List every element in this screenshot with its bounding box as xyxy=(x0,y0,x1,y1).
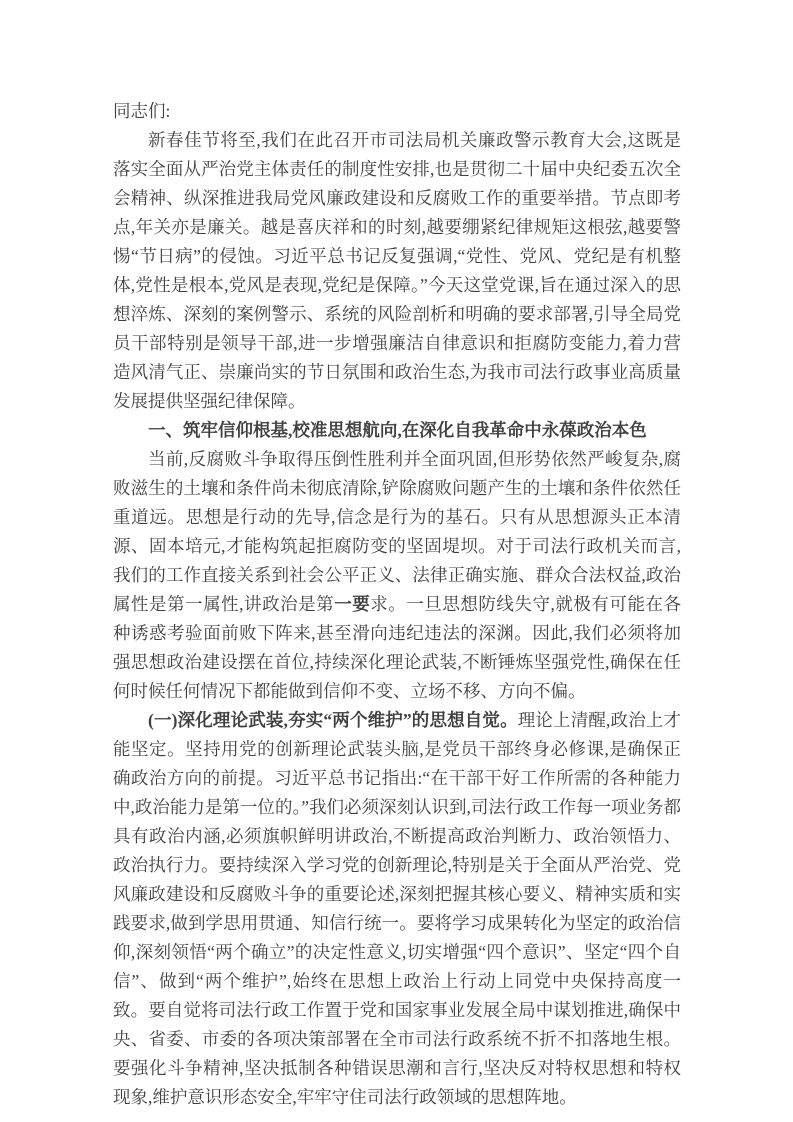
paragraph-section1-intro xyxy=(113,445,681,706)
paragraph-opening xyxy=(113,126,681,416)
text-run: 当前,反腐败斗争取得压倒性胜利并全面巩固,但形势依然严峻复杂,腐败滋生的土壤和条件尚未彻底清除,铲除腐败问题产生的土壤和条件依然任重道远。思想是行动的先导,信念是行为的基石。只有从思想源头正本清源、固本培元,才能构筑起拒腐防变的坚固堤坝。对于司法行政机关而言,我们的工作直接关系到社会公平正义、法律正确实施、群众合法权益,政治属性是第一属性,讲政治是第 xyxy=(113,449,681,614)
text-run: 求。一旦思想防线失守,就极有可能在各种诱惑考验面前败下阵来,甚至滑向违纪违法的深渊。因此,我们必须将加强思想政治建设摆在首位,持续深化理论武装,不断锤炼坚强党性,确保在任何时候任何情况下都能做到信仰不变、立场不移、方向不偏。 xyxy=(113,594,682,701)
paragraph-subsection-1 xyxy=(113,706,681,1112)
salutation: 同志们: xyxy=(113,101,171,121)
text-run-bold: 一要 xyxy=(334,594,371,614)
text-run: 理论上清醒,政治上才能坚定。坚持用党的创新理论武装头脑,是党员干部终身必修课,是确保正确政治方向的前提。习近平总书记指出:“在干部干好工作所需的各种能力中,政治能力是第一位的。”我们必须深刻认识到,司法行政工作每一项业务都具有政治内涵,必须旗帜鲜明讲政治,不断提高政治判断力、政治领悟力、政治执行力。要持续深入学习党的创新理论,特别是关于全面从严治党、党风廉政建设和反腐败斗争的重要论述,深刻把握其核心要义、精神实质和实践要求,做到学思用贯通、知信行统一。要将学习成果转化为坚定的政治信仰,深刻领悟“两个确立”的决定性意义,切实增强“四个意识”、坚定“四个自信”、做到“两个维护”,始终在思想上政治上行动上同党中央保持高度一致。要自觉将司法行政工作置于党和国家事业发展全局中谋划推进,确保中央、省委、市委的各项决策部署在全市司法行政系统不折不扣落地生根。要强化斗争精神,坚决抵制各种错误思潮和言行,坚决反对特权思想和特权现象,维护意识形态安全,牢牢守住司法行政领域的思想阵地。 xyxy=(113,710,681,1107)
subsection-lead-text: (一)深化理论武装,夯实“两个维护”的思想自觉。 xyxy=(148,710,518,730)
text-run: 新春佳节将至,我们在此召开市司法局机关廉政警示教育大会,这既是落实全面从严治党主体责任的制度性安排,也是贯彻二十届中央纪委五次全会精神、纵深推进我局党风廉政建设和反腐败工作的重要举措。节点即考点,年关亦是廉关。越是喜庆祥和的时刻,越要绷紧纪律规矩这根弦,越要警惕“节日病”的侵蚀。习近平总书记反复强调,“党性、党风、党纪是有机整体,党性是根本,党风是表现,党纪是保障。”今天这堂党课,旨在通过深入的思想淬炼、深刻的案例警示、系统的风险剖析和明确的要求部署,引导全局党员干部特别是领导干部,进一步增强廉洁自律意识和拒腐防变能力,着力营造风清气正、崇廉尚实的节日氛围和政治生态,为我市司法行政事业高质量发展提供坚强纪律保障。 xyxy=(113,130,681,411)
section-heading-1 xyxy=(113,416,681,445)
heading-text: 一、筑牢信仰根基,校准思想航向,在深化自我革命中永葆政治本色 xyxy=(148,420,647,440)
